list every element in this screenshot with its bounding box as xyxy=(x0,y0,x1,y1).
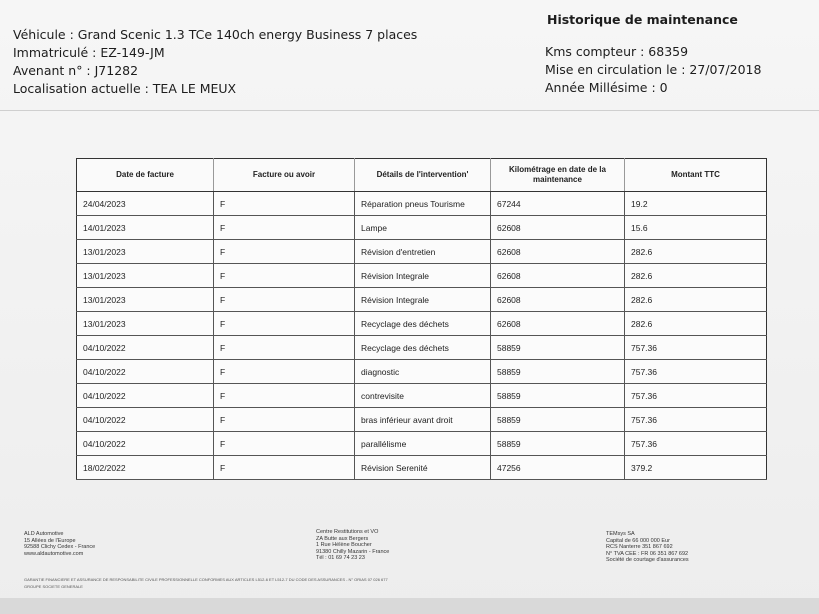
cell-date: 13/01/2023 xyxy=(77,288,214,312)
cell-type: F xyxy=(214,192,355,216)
bottom-edge xyxy=(0,598,819,614)
table-row xyxy=(77,432,767,456)
cell-mileage: 62608 xyxy=(491,288,625,312)
table-row xyxy=(77,264,767,288)
cell-mileage: 62608 xyxy=(491,216,625,240)
footer-line: 1 Rue Hélène Boucher xyxy=(316,542,372,548)
col-header-mileage: Kilométrage en date de la maintenance xyxy=(491,159,625,192)
vehicle-plate: Immatriculé : EZ-149-JM xyxy=(13,45,165,60)
maintenance-table xyxy=(76,158,767,480)
table-row xyxy=(77,192,767,216)
header-divider xyxy=(0,110,819,111)
footer-line: Société de courtage d'assurances xyxy=(606,557,689,563)
footer-company-address xyxy=(24,531,95,557)
table-row xyxy=(77,384,767,408)
table-row xyxy=(77,360,767,384)
cell-type: F xyxy=(214,312,355,336)
footer-line: 15 Allées de l'Europe xyxy=(24,537,76,544)
cell-type: F xyxy=(214,432,355,456)
cell-amount: 19.2 xyxy=(625,192,767,216)
cell-amount: 757.36 xyxy=(625,360,767,384)
cell-mileage: 62608 xyxy=(491,312,625,336)
cell-type: F xyxy=(214,360,355,384)
col-header-date: Date de facture xyxy=(77,159,214,192)
cell-date: 13/01/2023 xyxy=(77,312,214,336)
footer-group-name: GROUPE SOCIETE GENERALE xyxy=(24,584,83,589)
report-title: Historique de maintenance xyxy=(547,12,738,27)
odometer: Kms compteur : 68359 xyxy=(545,44,689,59)
footer-line: 91380 Chilly Mazarin - France xyxy=(316,548,390,555)
cell-date: 13/01/2023 xyxy=(77,240,214,264)
cell-amount: 757.36 xyxy=(625,384,767,408)
cell-type: F xyxy=(214,408,355,432)
cell-amount: 757.36 xyxy=(625,336,767,360)
cell-date: 14/01/2023 xyxy=(77,216,214,240)
cell-details: Révision Integrale xyxy=(355,288,491,312)
cell-date: 04/10/2022 xyxy=(77,336,214,360)
cell-amount: 282.6 xyxy=(625,240,767,264)
cell-mileage: 58859 xyxy=(491,360,625,384)
cell-mileage: 47256 xyxy=(491,456,625,480)
footer-line: ALD Automotive xyxy=(24,531,64,537)
cell-date: 04/10/2022 xyxy=(77,360,214,384)
registration-date: Mise en circulation le : 27/07/2018 xyxy=(545,62,762,77)
cell-type: F xyxy=(214,336,355,360)
table-header-row xyxy=(77,159,767,192)
vehicle-model: Véhicule : Grand Scenic 1.3 TCe 140ch energy Business 7 places xyxy=(13,27,418,42)
model-year: Année Millésime : 0 xyxy=(545,80,668,95)
cell-date: 18/02/2022 xyxy=(77,456,214,480)
cell-type: F xyxy=(214,288,355,312)
vehicle-info xyxy=(13,26,417,98)
col-header-details: Détails de l'intervention' xyxy=(355,159,491,192)
cell-amount: 282.6 xyxy=(625,264,767,288)
table-row xyxy=(77,240,767,264)
cell-mileage: 62608 xyxy=(491,240,625,264)
cell-mileage: 67244 xyxy=(491,192,625,216)
cell-amount: 757.36 xyxy=(625,432,767,456)
vehicle-location: Localisation actuelle : TEA LE MEUX xyxy=(13,81,237,96)
col-header-amount: Montant TTC xyxy=(625,159,767,192)
cell-amount: 282.6 xyxy=(625,312,767,336)
cell-amount: 379.2 xyxy=(625,456,767,480)
cell-details: Réparation pneus Tourisme xyxy=(355,192,491,216)
table-row xyxy=(77,408,767,432)
table-row xyxy=(77,456,767,480)
cell-amount: 282.6 xyxy=(625,288,767,312)
cell-details: Lampe xyxy=(355,216,491,240)
footer-line: www.aldautomotive.com xyxy=(24,550,84,557)
footer-legal-notice: GARANTIE FINANCIERE ET ASSURANCE DE RESPONSABILITE CIVILE PROFESSIONNELLE CONFORMES AUX ARTICLES L512-6 ET L512-7 DU CODE DES ASSURANCES - N° ORIAS 07 026 677 xyxy=(24,577,388,582)
cell-type: F xyxy=(214,264,355,288)
footer-line: RCS Nanterre 351 867 692 xyxy=(606,544,673,550)
cell-date: 04/10/2022 xyxy=(77,408,214,432)
report-info xyxy=(545,43,761,97)
cell-mileage: 62608 xyxy=(491,264,625,288)
cell-details: diagnostic xyxy=(355,360,491,384)
cell-date: 24/04/2023 xyxy=(77,192,214,216)
cell-mileage: 58859 xyxy=(491,408,625,432)
cell-amount: 15.6 xyxy=(625,216,767,240)
cell-details: Recyclage des déchets xyxy=(355,336,491,360)
cell-mileage: 58859 xyxy=(491,384,625,408)
col-header-type: Facture ou avoir xyxy=(214,159,355,192)
cell-amount: 757.36 xyxy=(625,408,767,432)
cell-mileage: 58859 xyxy=(491,432,625,456)
cell-type: F xyxy=(214,216,355,240)
cell-details: Recyclage des déchets xyxy=(355,312,491,336)
footer-restitution-center xyxy=(316,529,389,562)
cell-date: 04/10/2022 xyxy=(77,432,214,456)
cell-details: bras inférieur avant droit xyxy=(355,408,491,432)
footer-line: Centre Restitutions et VO xyxy=(316,529,379,535)
cell-type: F xyxy=(214,240,355,264)
footer-line: N° TVA CEE : FR 06 351 867 692 xyxy=(606,550,689,557)
cell-date: 04/10/2022 xyxy=(77,384,214,408)
cell-date: 13/01/2023 xyxy=(77,264,214,288)
table-row xyxy=(77,312,767,336)
footer-line: Tél : 01 69 74 23 23 xyxy=(316,555,365,561)
table-row xyxy=(77,288,767,312)
footer-line: ZA Butte aux Bergers xyxy=(316,535,369,542)
cell-type: F xyxy=(214,456,355,480)
footer-broker-info xyxy=(606,531,689,564)
cell-details: Révision d'entretien xyxy=(355,240,491,264)
table-row xyxy=(77,216,767,240)
cell-mileage: 58859 xyxy=(491,336,625,360)
table-row xyxy=(77,336,767,360)
cell-type: F xyxy=(214,384,355,408)
cell-details: Révision Integrale xyxy=(355,264,491,288)
cell-details: Révision Serenité xyxy=(355,456,491,480)
footer-line: Capital de 66 000 000 Eur xyxy=(606,537,670,544)
footer-line: 92588 Clichy Cedex - France xyxy=(24,544,96,550)
cell-details: parallélisme xyxy=(355,432,491,456)
cell-details: contrevisite xyxy=(355,384,491,408)
footer-line: TEMsys SA xyxy=(606,531,635,537)
vehicle-amendment: Avenant n° : J71282 xyxy=(13,63,139,78)
